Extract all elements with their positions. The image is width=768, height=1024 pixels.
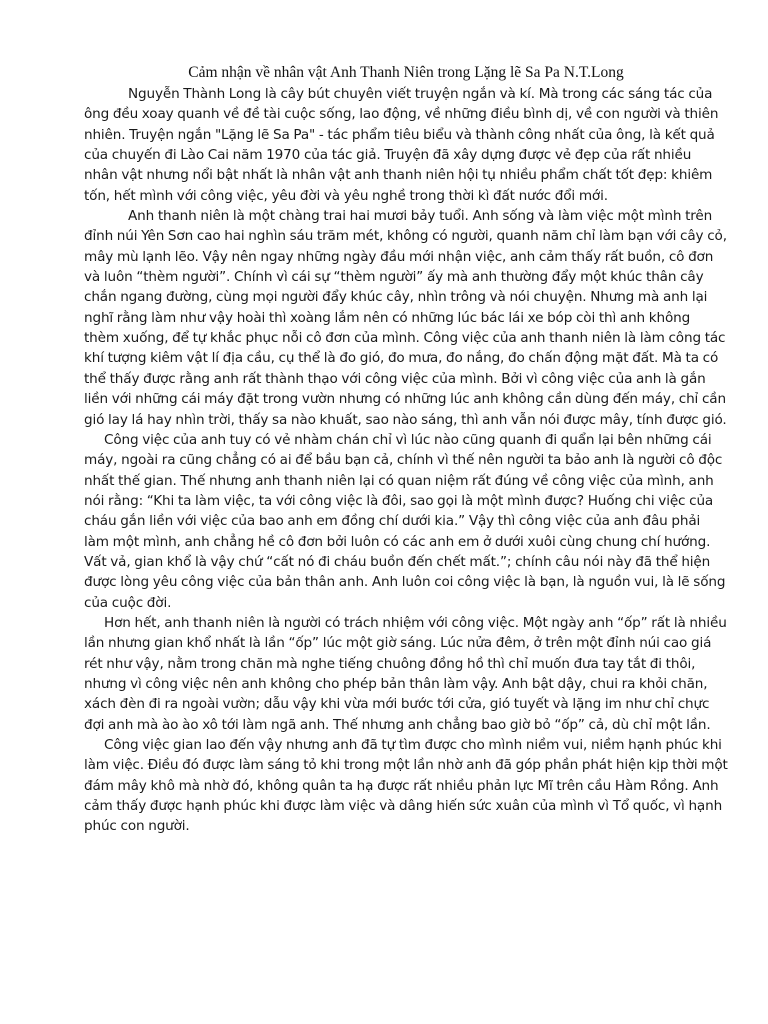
paragraph-work-view: Công việc của anh tuy có vẻ nhàm chán chỉ vì lúc nào cũng quanh đi quẩn lại bên những cái máy, ngoài ra cũng chẳng có ai để bầu bạn cả, chính vì thế nên người ta bảo anh là người cô độc nhất thế gian. Thế nhưng anh thanh niên lại có quan niệm rất đúng về công việc của mình, anh nói rằng: “Khi ta làm việc, ta với công việc là đôi, sao gọi là một mình được? Huống chi việc của cháu gắn liền với việc của bao anh em đồng chí dưới kia.” Vậy thì công việc của anh đâu phải làm một mình, anh chẳng hề cô đơn bởi luôn có các anh em ở dưới xuôi cùng chung chí hướng. Vất vả, gian khổ là vậy chứ “cất nó đi cháu buồn đến chết mất.”; chính câu nói này đã thể hiện được lòng yêu công việc của bản thân anh. Anh luôn coi công việc là bạn, là nguồn vui, là lẽ sống của cuộc đời.: [84, 431, 726, 611]
paragraph-responsibility: Hơn hết, anh thanh niên là người có trách nhiệm với công việc. Một ngày anh “ốp” rất là nhiều lần nhưng gian khổ nhất là lần “ốp” lúc một giờ sáng. Lúc nửa đêm, ở trên một đỉnh núi cao giá rét như vậy, nằm trong chăn mà nghe tiếng chuông đồng hồ thì chỉ muốn đưa tay tắt đi thôi, nhưng vì công việc nên anh không cho phép bản thân làm vậy. Anh bật dậy, chui ra khỏi chăn, xách đèn đi ra ngoài vườn; dẫu vậy khi vừa mới bước tới cửa, gió tuyết và lặng im như chỉ chực đợi anh mà ào ào xô tới làm ngã anh. Thế nhưng anh chẳng bao giờ bỏ “ốp” cả, dù chỉ một lần.: [84, 614, 727, 733]
paragraph-happiness: Công việc gian lao đến vậy nhưng anh đã tự tìm được cho mình niềm vui, niềm hạnh phúc khi làm việc. Điều đó được làm sáng tỏ khi trong một lần nhờ anh đã góp phần phát hiện kịp thời một đám mây khô mà nhờ đó, không quân ta hạ được rất nhiều phản lực Mĩ trên cầu Hàm Rồng. Anh cảm thấy được hạnh phúc khi được làm việc và dâng hiến sức xuân của mình vì Tổ quốc, vì hạnh phúc con người.: [84, 737, 728, 835]
paragraph-character: Anh thanh niên là một chàng trai hai mươi bảy tuổi. Anh sống và làm việc một mình trên đỉnh núi Yên Sơn cao hai nghìn sáu trăm mét, không có người, quanh năm chỉ làm bạn với cây cỏ, mây mù lạnh lẽo. Vậy nên ngay những ngày đầu mới nhận việc, anh cảm thấy rất buồn, cô đơn và luôn “thèm người”. Chính vì cái sự “thèm người” ấy mà anh thường đẩy một khúc thân cây chắn ngang đường, cùng mọi người đẩy khúc cây, nhìn trông và nói chuyện. Nhưng mà anh lại nghĩ rằng làm như vậy hoài thì xoàng lắm nên có những lúc bác lái xe bóp còi thì anh không thèm xuống, để tự khắc phục nỗi cô đơn của mình. Công việc của anh thanh niên là làm công tác khí tượng kiêm vật lí địa cầu, cụ thể là đo gió, đo mưa, đo nắng, đo chấn động mặt đất. Mà ta có thể thấy được rằng anh rất thành thạo với công việc của mình. Bởi vì công việc của anh là gắn liền với những cái máy đặt trong vườn nhưng có những lúc anh không cần dùng đến máy, chỉ cần gió lay lá hay nhìn trời, thấy sa nào khuất, sao nào sáng, thì anh vẫn nói được mây, tính được gió.: [84, 208, 727, 428]
document-body: [84, 84, 728, 837]
paragraph-intro: Nguyễn Thành Long là cây bút chuyên viết truyện ngắn và kí. Mà trong các sáng tác của ông đều xoay quanh về đề tài cuộc sống, lao động, về những điều bình dị, về con người và thiên nhiên. Truyện ngắn "Lặng lẽ Sa Pa" - tác phẩm tiêu biểu và thành công nhất của ông, là kết quả của chuyến đi Lào Cai năm 1970 của tác giả. Truyện đã xây dựng được vẻ đẹp của rất nhiều nhân vật nhưng nổi bật nhất là nhân vật anh thanh niên hội tụ nhiều phẩm chất tốt đẹp: khiêm tốn, hết mình với công việc, yêu đời và yêu nghề trong thời kì đất nước đổi mới.: [84, 86, 719, 204]
document-title: Cảm nhận về nhân vật Anh Thanh Niên trong Lặng lẽ Sa Pa N.T.Long: [188, 64, 624, 81]
